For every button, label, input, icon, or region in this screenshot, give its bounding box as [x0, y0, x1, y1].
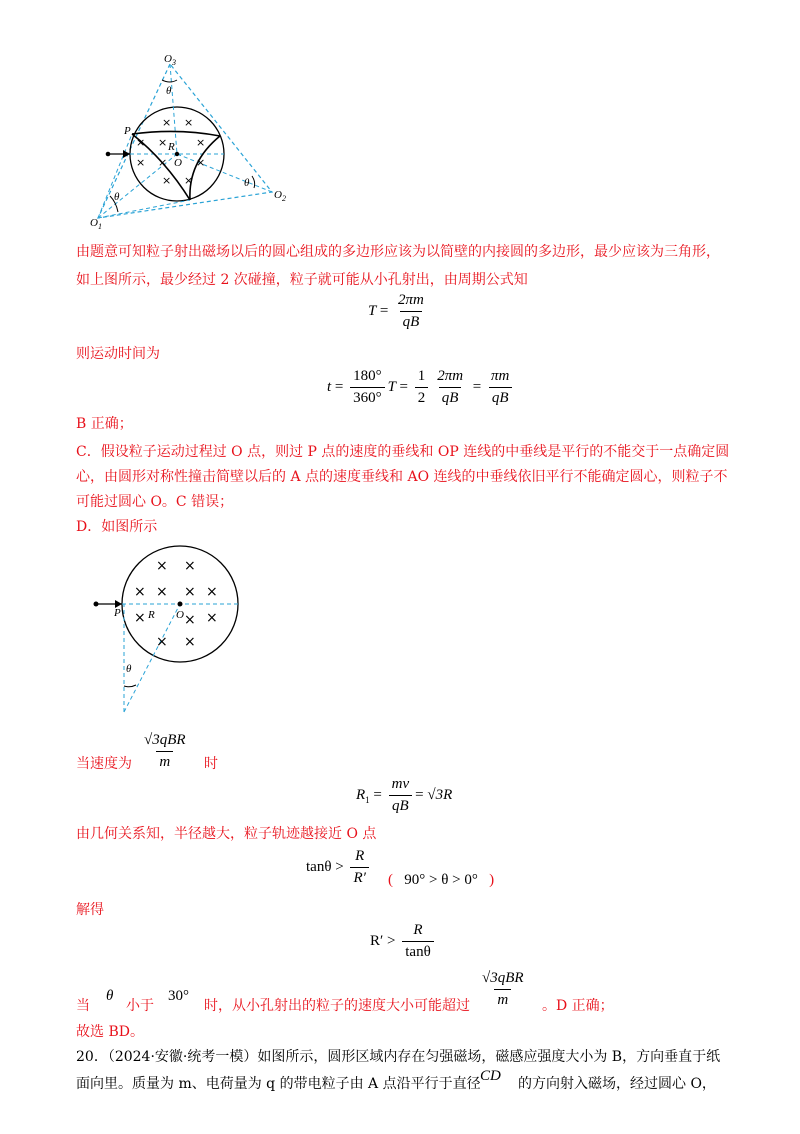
- eq-period-symbol: T: [387, 378, 396, 395]
- label-o3: $O_3$: [164, 53, 176, 67]
- cross-mark: ×: [158, 136, 168, 149]
- question-20-line-2-post: 的方向射入磁场，经过圆心 O，: [518, 1076, 716, 1092]
- speed-fraction: [138, 732, 192, 771]
- eq-lhs: tanθ >: [306, 858, 344, 875]
- fraction: [488, 368, 512, 407]
- eq-sign: =: [379, 302, 389, 319]
- figure-2-diagram: [86, 540, 256, 720]
- fraction: [350, 848, 368, 887]
- cross-mark: ×: [134, 584, 146, 600]
- fraction-denominator: 2: [415, 387, 429, 407]
- question-20-line-1: 20．（2024·安徽·统考一模）如图所示，圆形区域内存在匀强磁场，磁感应强度大小为 B，方向垂直于纸: [76, 1049, 721, 1065]
- label-o: O: [176, 609, 184, 621]
- cross-mark: ×: [184, 116, 194, 129]
- final-mid-1: 小于: [126, 998, 154, 1014]
- arrow-head-icon: [123, 150, 130, 158]
- fraction-numerator: R: [413, 922, 423, 938]
- answer-line: 故选 BD。: [76, 1024, 144, 1040]
- cross-mark: ×: [136, 156, 146, 169]
- cross-mark: ×: [184, 612, 196, 628]
- final-fraction: [476, 970, 530, 1009]
- dashed-line: [98, 134, 132, 218]
- final-mid-2: 时，从小孔射出的粒子的速度大小可能超过: [204, 998, 470, 1014]
- fraction-denominator: qB: [400, 311, 423, 331]
- speed-text-post: 时: [204, 756, 218, 772]
- eq-sign: =: [334, 378, 344, 395]
- label-o2: $O_2$: [274, 189, 286, 203]
- cross-mark: ×: [158, 156, 168, 169]
- cross-mark: ×: [184, 634, 196, 650]
- label-r: R: [168, 141, 175, 153]
- fraction: [479, 970, 527, 1009]
- final-theta: θ: [106, 988, 114, 1004]
- angle-condition: 90° > θ > 0°: [404, 872, 478, 888]
- label-o1: $O_1$: [90, 217, 102, 231]
- label-theta-top: θ: [166, 85, 172, 97]
- final-angle: 30°: [168, 988, 189, 1004]
- cross-mark: ×: [162, 116, 172, 129]
- fraction: [402, 922, 434, 961]
- fraction-numerator: 180°: [353, 368, 382, 384]
- fraction: [434, 368, 466, 407]
- cross-mark: ×: [196, 136, 206, 149]
- cross-mark: ×: [196, 156, 206, 169]
- eq-lhs: R′ >: [370, 932, 396, 949]
- question-20-cd: CD: [480, 1068, 501, 1084]
- fraction-denominator: 360°: [350, 387, 385, 407]
- solve-label: 解得: [76, 902, 104, 918]
- question-20-line-2-pre: 面向里。质量为 m、电荷量为 q 的带电粒子由 A 点沿平行于直径: [76, 1076, 481, 1092]
- center-dot: [178, 602, 183, 607]
- equation-tan: [306, 848, 372, 887]
- particle-dot: [94, 602, 99, 607]
- cross-mark: ×: [156, 584, 168, 600]
- equation-period: [368, 292, 430, 331]
- fraction-numerator: √3qBR: [482, 970, 524, 986]
- fraction-numerator: mv: [391, 776, 410, 792]
- cross-mark: ×: [206, 610, 218, 626]
- option-c-line-1: C．假设粒子运动过程过 O 点，则过 P 点的速度的垂线和 OP 连线的中垂线是平行的不能交于一点确定圆: [76, 444, 730, 460]
- particle-dot: [106, 152, 111, 157]
- angle-arc: [124, 685, 136, 687]
- fraction-numerator: √3qBR: [144, 732, 186, 748]
- dashed-line: [98, 200, 190, 218]
- fraction-denominator: qB: [439, 387, 462, 407]
- eq-lhs-subscript: 1: [365, 794, 370, 805]
- final-post: 。D 正确；: [542, 998, 614, 1014]
- fraction-denominator: qB: [389, 795, 412, 815]
- eq-lhs: R: [356, 786, 366, 803]
- cross-mark: ×: [156, 558, 168, 574]
- fraction-denominator: m: [494, 989, 511, 1009]
- label-r: R: [148, 609, 155, 621]
- option-c-line-3: 可能过圆心 O。C 错误；: [76, 494, 234, 510]
- fraction-denominator: m: [156, 751, 173, 771]
- fraction-numerator: 2πm: [398, 292, 424, 308]
- cross-mark: ×: [184, 558, 196, 574]
- fraction-denominator: qB: [489, 387, 512, 407]
- fraction-numerator: R: [355, 848, 365, 864]
- option-c-line-2: 心，由圆形对称性撞击简壁以后的 A 点的速度垂线和 AO 连线的中垂线依旧平行不能确定圆心，则粒子不: [76, 469, 728, 485]
- fraction-denominator: tanθ: [402, 941, 434, 961]
- label-p: P: [124, 125, 131, 137]
- label-theta-right: θ: [244, 177, 250, 189]
- fraction-denominator: R′: [350, 867, 368, 887]
- center-dot: [175, 152, 179, 156]
- option-b-verdict: B 正确；: [76, 416, 133, 432]
- geometry-text: 由几何关系知，半径越大，粒子轨迹越接近 O 点: [76, 826, 377, 842]
- speed-text-pre: 当速度为: [76, 756, 132, 772]
- label-o: O: [174, 157, 182, 169]
- cross-mark: ×: [184, 174, 194, 187]
- eq-lhs: t: [327, 378, 332, 395]
- figure-1-diagram: [80, 50, 300, 235]
- angle-arc: [252, 176, 255, 188]
- angle-arc: [162, 80, 177, 82]
- option-d-line: D．如图所示: [76, 519, 158, 535]
- fraction-numerator: 2πm: [437, 368, 464, 384]
- fraction: [395, 292, 427, 331]
- cross-mark: ×: [184, 584, 196, 600]
- cross-mark: ×: [136, 136, 146, 149]
- eq-lhs: T: [368, 302, 377, 319]
- solution-para-1: 由题意可知粒子射出磁场以后的圆心组成的多边形应该为以简壁的内接圆的多边形，最少应该为三角形，: [76, 244, 720, 260]
- fraction: [415, 368, 429, 407]
- equation-radius: $R_1$ = $\frac{mv}{qB}$ = √3R: [356, 776, 453, 814]
- label-theta-left: θ: [114, 191, 120, 203]
- final-pre: 当: [76, 998, 90, 1014]
- equation-result: [370, 922, 437, 961]
- cross-mark: ×: [134, 610, 146, 626]
- dashed-triangle: [98, 64, 272, 218]
- equation-time: t = $\frac{180^\circ}{360^\circ}$ T = $\frac{1}{2}$ $\frac{2\pi m}{qB}$ = $\frac{\pi m}{qB}$: [327, 368, 515, 407]
- equation-condition: ( 90° > θ > 0° ): [388, 872, 495, 888]
- cross-mark: ×: [162, 174, 172, 187]
- eq-rhs: √3R: [427, 786, 453, 803]
- fraction: [350, 368, 385, 407]
- label-theta: θ: [126, 663, 132, 675]
- fraction: [389, 776, 413, 815]
- cross-mark: ×: [156, 634, 168, 650]
- solution-para-3: 则运动时间为: [76, 346, 160, 362]
- cross-mark: ×: [206, 584, 218, 600]
- solution-para-2: 如上图所示，最少经过 2 次碰撞，粒子就可能从小孔射出，由周期公式知: [76, 272, 528, 288]
- fraction-numerator: 1: [417, 368, 426, 384]
- label-p: P: [114, 607, 121, 619]
- fraction-numerator: πm: [491, 368, 510, 384]
- fraction: [141, 732, 189, 771]
